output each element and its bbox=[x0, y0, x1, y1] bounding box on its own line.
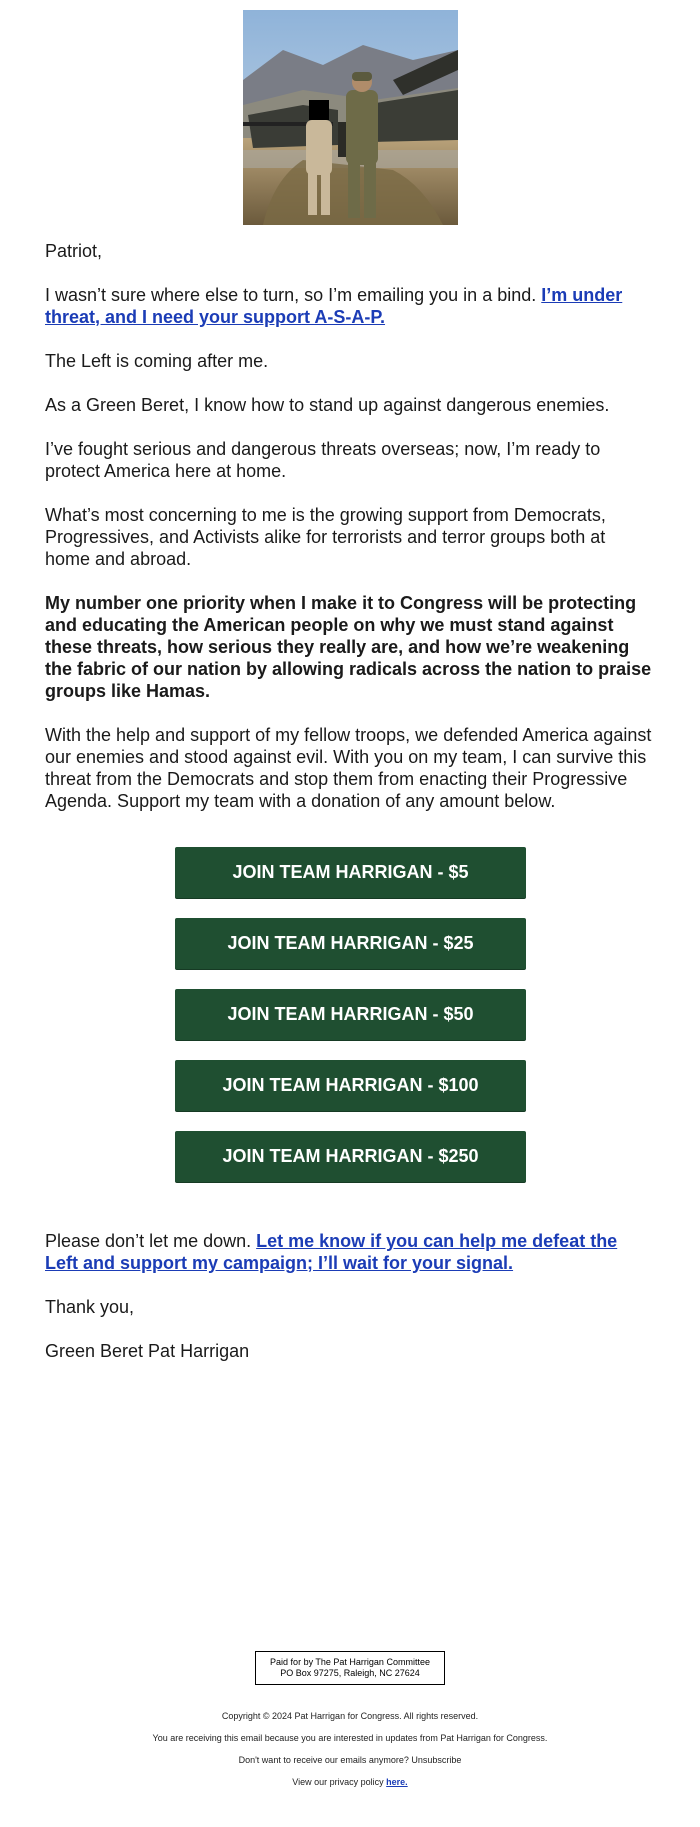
donate-100-button[interactable]: JOIN TEAM HARRIGAN - $100 bbox=[175, 1060, 526, 1111]
donate-5-button[interactable]: JOIN TEAM HARRIGAN - $5 bbox=[175, 847, 526, 898]
support-link[interactable]: I’m under threat, and I need your support A-S-A-P. bbox=[45, 285, 623, 327]
paragraph-concern: What’s most concerning to me is the growing support from Democrats, Progressives, and Activists alike for terrorists and terror groups both at home and abroad. bbox=[45, 505, 606, 569]
greeting: Patriot, bbox=[45, 241, 103, 261]
closing-text: Please don’t let me down. bbox=[45, 1231, 257, 1251]
thanks: Thank you, bbox=[45, 1297, 135, 1317]
closing bbox=[45, 1230, 655, 1384]
signature: Green Beret Pat Harrigan bbox=[45, 1341, 250, 1361]
paragraph-troops: With the help and support of my fellow troops, we defended America against our enemies and stood against evil. With you on my team, I can survive this threat from the Democrats and stop them from enacting their Progressive Agenda. Support my team with a donation of any amount below. bbox=[45, 725, 652, 811]
donation-buttons bbox=[175, 847, 526, 1202]
paragraph-intro bbox=[45, 284, 655, 328]
paragraph-priority: My number one priority when I make it to Congress will be protecting and educating the American people on why we must stand against these threats, how serious they really are, and how we’re weakening the fabric of our nation by allowing radicals across the nation to praise groups like Hamas. bbox=[45, 593, 652, 701]
green-beret-photo bbox=[243, 10, 458, 225]
paid-for-line2: PO Box 97275, Raleigh, NC 27624 bbox=[280, 1668, 420, 1678]
donate-25-button[interactable]: JOIN TEAM HARRIGAN - $25 bbox=[175, 918, 526, 969]
email-body bbox=[45, 240, 655, 834]
paragraph-left: The Left is coming after me. bbox=[45, 351, 269, 371]
closing-paragraph bbox=[45, 1230, 655, 1274]
privacy-link[interactable]: here. bbox=[386, 1777, 408, 1787]
donate-50-button[interactable]: JOIN TEAM HARRIGAN - $50 bbox=[175, 989, 526, 1040]
intro-text: I wasn’t sure where else to turn, so I’m emailing you in a bind. bbox=[45, 285, 542, 305]
paid-for-line1: Paid for by The Pat Harrigan Committee bbox=[270, 1657, 430, 1667]
privacy-text: View our privacy policy bbox=[292, 1777, 387, 1787]
paid-for-box bbox=[255, 1651, 445, 1685]
privacy-line bbox=[0, 1777, 700, 1799]
donate-250-button[interactable]: JOIN TEAM HARRIGAN - $250 bbox=[175, 1131, 526, 1182]
signal-link[interactable]: Let me know if you can help me defeat the Left and support my campaign; I’ll wait for your signal. bbox=[45, 1231, 618, 1273]
subscription-reason: You are receiving this email because you are interested in updates from Pat Harrigan for Congress. bbox=[152, 1733, 548, 1743]
copyright: Copyright © 2024 Pat Harrigan for Congress. All rights reserved. bbox=[221, 1711, 479, 1721]
paragraph-green-beret: As a Green Beret, I know how to stand up against dangerous enemies. bbox=[45, 395, 610, 415]
hero-photo bbox=[243, 10, 458, 225]
unsubscribe-line[interactable]: Don't want to receive our emails anymore? Unsubscribe bbox=[238, 1755, 462, 1765]
paragraph-threats: I’ve fought serious and dangerous threats overseas; now, I’m ready to protect America here at home. bbox=[45, 439, 601, 481]
footer bbox=[0, 1711, 700, 1799]
